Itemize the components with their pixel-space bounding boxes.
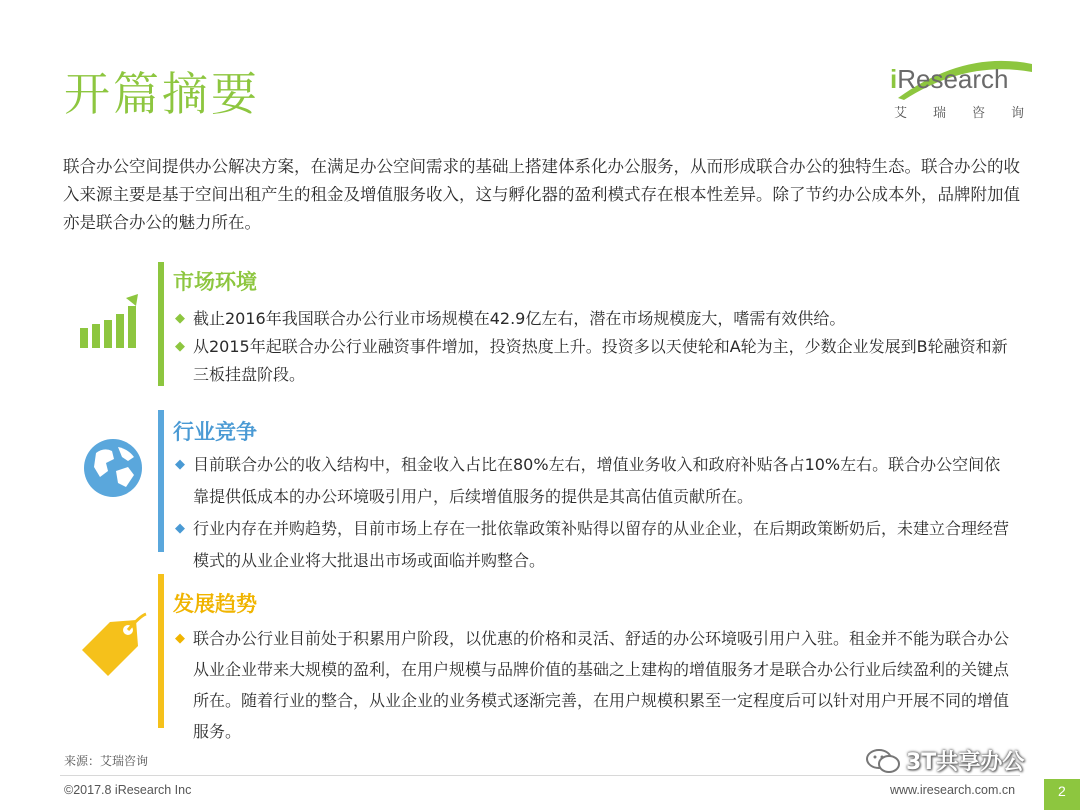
- watermark-text: 3T共享办公: [906, 750, 1025, 775]
- bullet-text: 从2015年起联合办公行业融资事件增加，投资热度上升。投资多以天使轮和A轮为主，少数企业发展到B轮融资和新三板挂盘阶段。: [193, 337, 1008, 384]
- bullet-diamond-icon: ◆: [175, 311, 185, 326]
- page-title: 开篇摘要: [64, 67, 260, 121]
- section-accent-bar: [158, 410, 164, 552]
- source-note: 来源：艾瑞咨询: [64, 754, 149, 768]
- logo-cn-char: 瑞: [932, 106, 946, 121]
- logo-chinese: [894, 102, 1024, 121]
- bullet-list: [175, 305, 1015, 389]
- section-accent-bar: [158, 574, 164, 728]
- list-item: [175, 513, 1015, 577]
- logo-cn-char: 咨: [971, 106, 985, 121]
- bullet-text: 目前联合办公的收入结构中，租金收入占比在80%左右，增值业务收入和政府补贴各占10%左右。联合办公空间依靠提供低成本的办公环境吸引用户，后续增值服务的提供是其高估值贡献所在。: [193, 455, 1001, 506]
- logo-research: Research: [897, 64, 1009, 94]
- logo-wordmark: [890, 64, 1009, 95]
- logo-cn-char: 询: [1010, 106, 1024, 121]
- list-item: [175, 333, 1015, 389]
- website-link[interactable]: www.iresearch.com.cn: [890, 783, 1016, 797]
- section-title: 行业竞争: [173, 420, 257, 444]
- bullet-text: 行业内存在并购趋势，目前市场上存在一批依靠政策补贴得以留存的从业企业，在后期政策断奶后，未建立合理经营模式的从业企业将大批退出市场或面临并购整合。: [193, 519, 1010, 570]
- intro-paragraph: 联合办公空间提供办公解决方案，在满足办公空间需求的基础上搭建体系化办公服务，从而形成联合办公的独特生态。联合办公的收入来源主要是基于空间出租产生的租金及增值服务收入，这与孵化器的盈利模式存在根本性差异。除了节约办公成本外，品牌附加值亦是联合办公的魅力所在。: [63, 157, 1020, 232]
- iresearch-logo: [880, 58, 1030, 128]
- list-item: [175, 449, 1015, 513]
- bullet-list: [175, 623, 1015, 747]
- copyright: ©2017.8 iResearch Inc: [64, 783, 192, 797]
- bullet-diamond-icon: ◆: [175, 339, 185, 354]
- bullet-text: 截止2016年我国联合办公行业市场规模在42.9亿左右，潜在市场规模庞大，嗜需有效供给。: [193, 309, 846, 328]
- logo-i: i: [890, 64, 898, 94]
- bullet-list: [175, 449, 1015, 577]
- section-accent-bar: [158, 262, 164, 386]
- wechat-icon: [866, 748, 900, 774]
- list-item: [175, 305, 1015, 333]
- globe-icon: [82, 437, 144, 499]
- watermark: [866, 745, 1024, 776]
- section-title: 发展趋势: [173, 592, 257, 616]
- page-number: 2: [1058, 783, 1066, 799]
- list-item: [175, 623, 1015, 747]
- price-tag-icon: [80, 612, 148, 678]
- section-title: 市场环境: [173, 270, 257, 294]
- bullet-diamond-icon: ◆: [175, 631, 185, 646]
- bullet-diamond-icon: ◆: [175, 521, 185, 536]
- bullet-text: 联合办公行业目前处于积累用户阶段，以优惠的价格和灵活、舒适的办公环境吸引用户入驻。租金并不能为联合办公从业企业带来大规模的盈利，在用户规模与品牌价值的基础之上建构的增值服务才是联合办公行业后续盈利的关键点所在。随着行业的整合，从业企业的业务模式逐渐完善，在用户规模积累至一定程度后可以针对用户开展不同的增值服务。: [193, 629, 1010, 741]
- growth-bar-chart-icon: [78, 292, 146, 350]
- logo-cn-char: 艾: [894, 106, 908, 121]
- bullet-diamond-icon: ◆: [175, 457, 185, 472]
